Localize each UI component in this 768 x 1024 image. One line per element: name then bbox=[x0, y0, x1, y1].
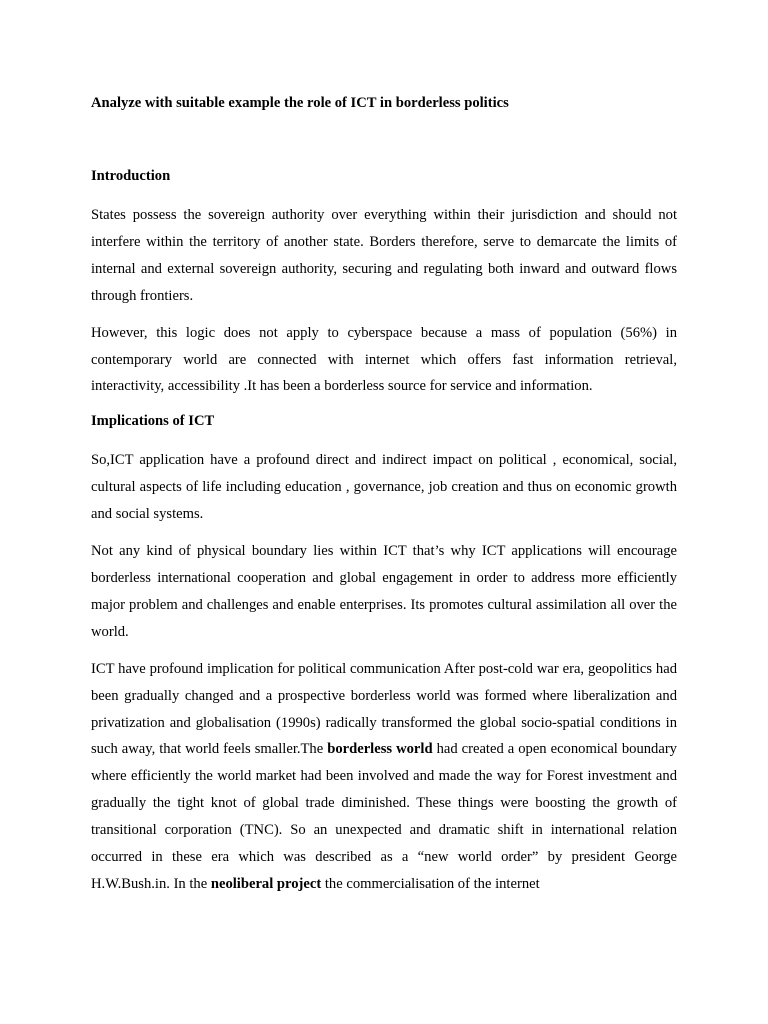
paragraph: So,ICT application have a profound direct and indirect impact on political , economical, social, cultural aspects of life including education , governance, job creation and thus on economic growth and social systems. bbox=[91, 452, 677, 523]
paragraph-text: the commercialisation of the internet bbox=[321, 875, 540, 892]
paragraph: Not any kind of physical boundary lies within ICT that’s why ICT applications will encourage borderless international cooperation and global engagement in order to address more efficiently major problem and challenges and enable enterprises. Its promotes cultural assimilation all over the world. bbox=[91, 543, 677, 640]
paragraph: States possess the sovereign authority over everything within their jurisdiction and should not interfere within the territory of another state. Borders therefore, serve to demarcate the limits of internal and external sovereign authority, securing and regulating both inward and outward flows through frontiers. bbox=[91, 207, 677, 304]
document-title: Analyze with suitable example the role of ICT in borderless politics bbox=[91, 95, 509, 111]
paragraph: However, this logic does not apply to cyberspace because a mass of population (56%) in contemporary world are connected with internet which offers fast information retrieval, interactivity, accessibility .It has been a borderless source for service and information. bbox=[91, 324, 677, 395]
bold-term-neoliberal-project: neoliberal project bbox=[210, 875, 322, 892]
bold-term-borderless-world: borderless world bbox=[327, 741, 433, 758]
section-heading-introduction: Introduction bbox=[91, 168, 171, 184]
paragraph-text: ICT have profound implication for political communication After post-cold war era, geopolitics had been gradually changed and a prospective borderless world was formed where liberalization and privatization and globalisation (1990s) radically transformed the global socio-spatial conditions in such away, that world feels smaller.The bbox=[91, 660, 677, 758]
paragraph-text: had created a open economical boundary where efficiently the world market had been involved and made the way for Forest investment and gradually the tight knot of global trade diminished. These things were boosting the growth of transitional corporation (TNC). So an unexpected and dramatic shift in international relation occurred in these era which was described as a “new world order” by president George H.W.Bush.in. In the bbox=[91, 741, 677, 892]
document-page bbox=[91, 92, 677, 908]
section-heading-implications: Implications of ICT bbox=[91, 413, 215, 430]
paragraph-rich bbox=[91, 656, 677, 898]
